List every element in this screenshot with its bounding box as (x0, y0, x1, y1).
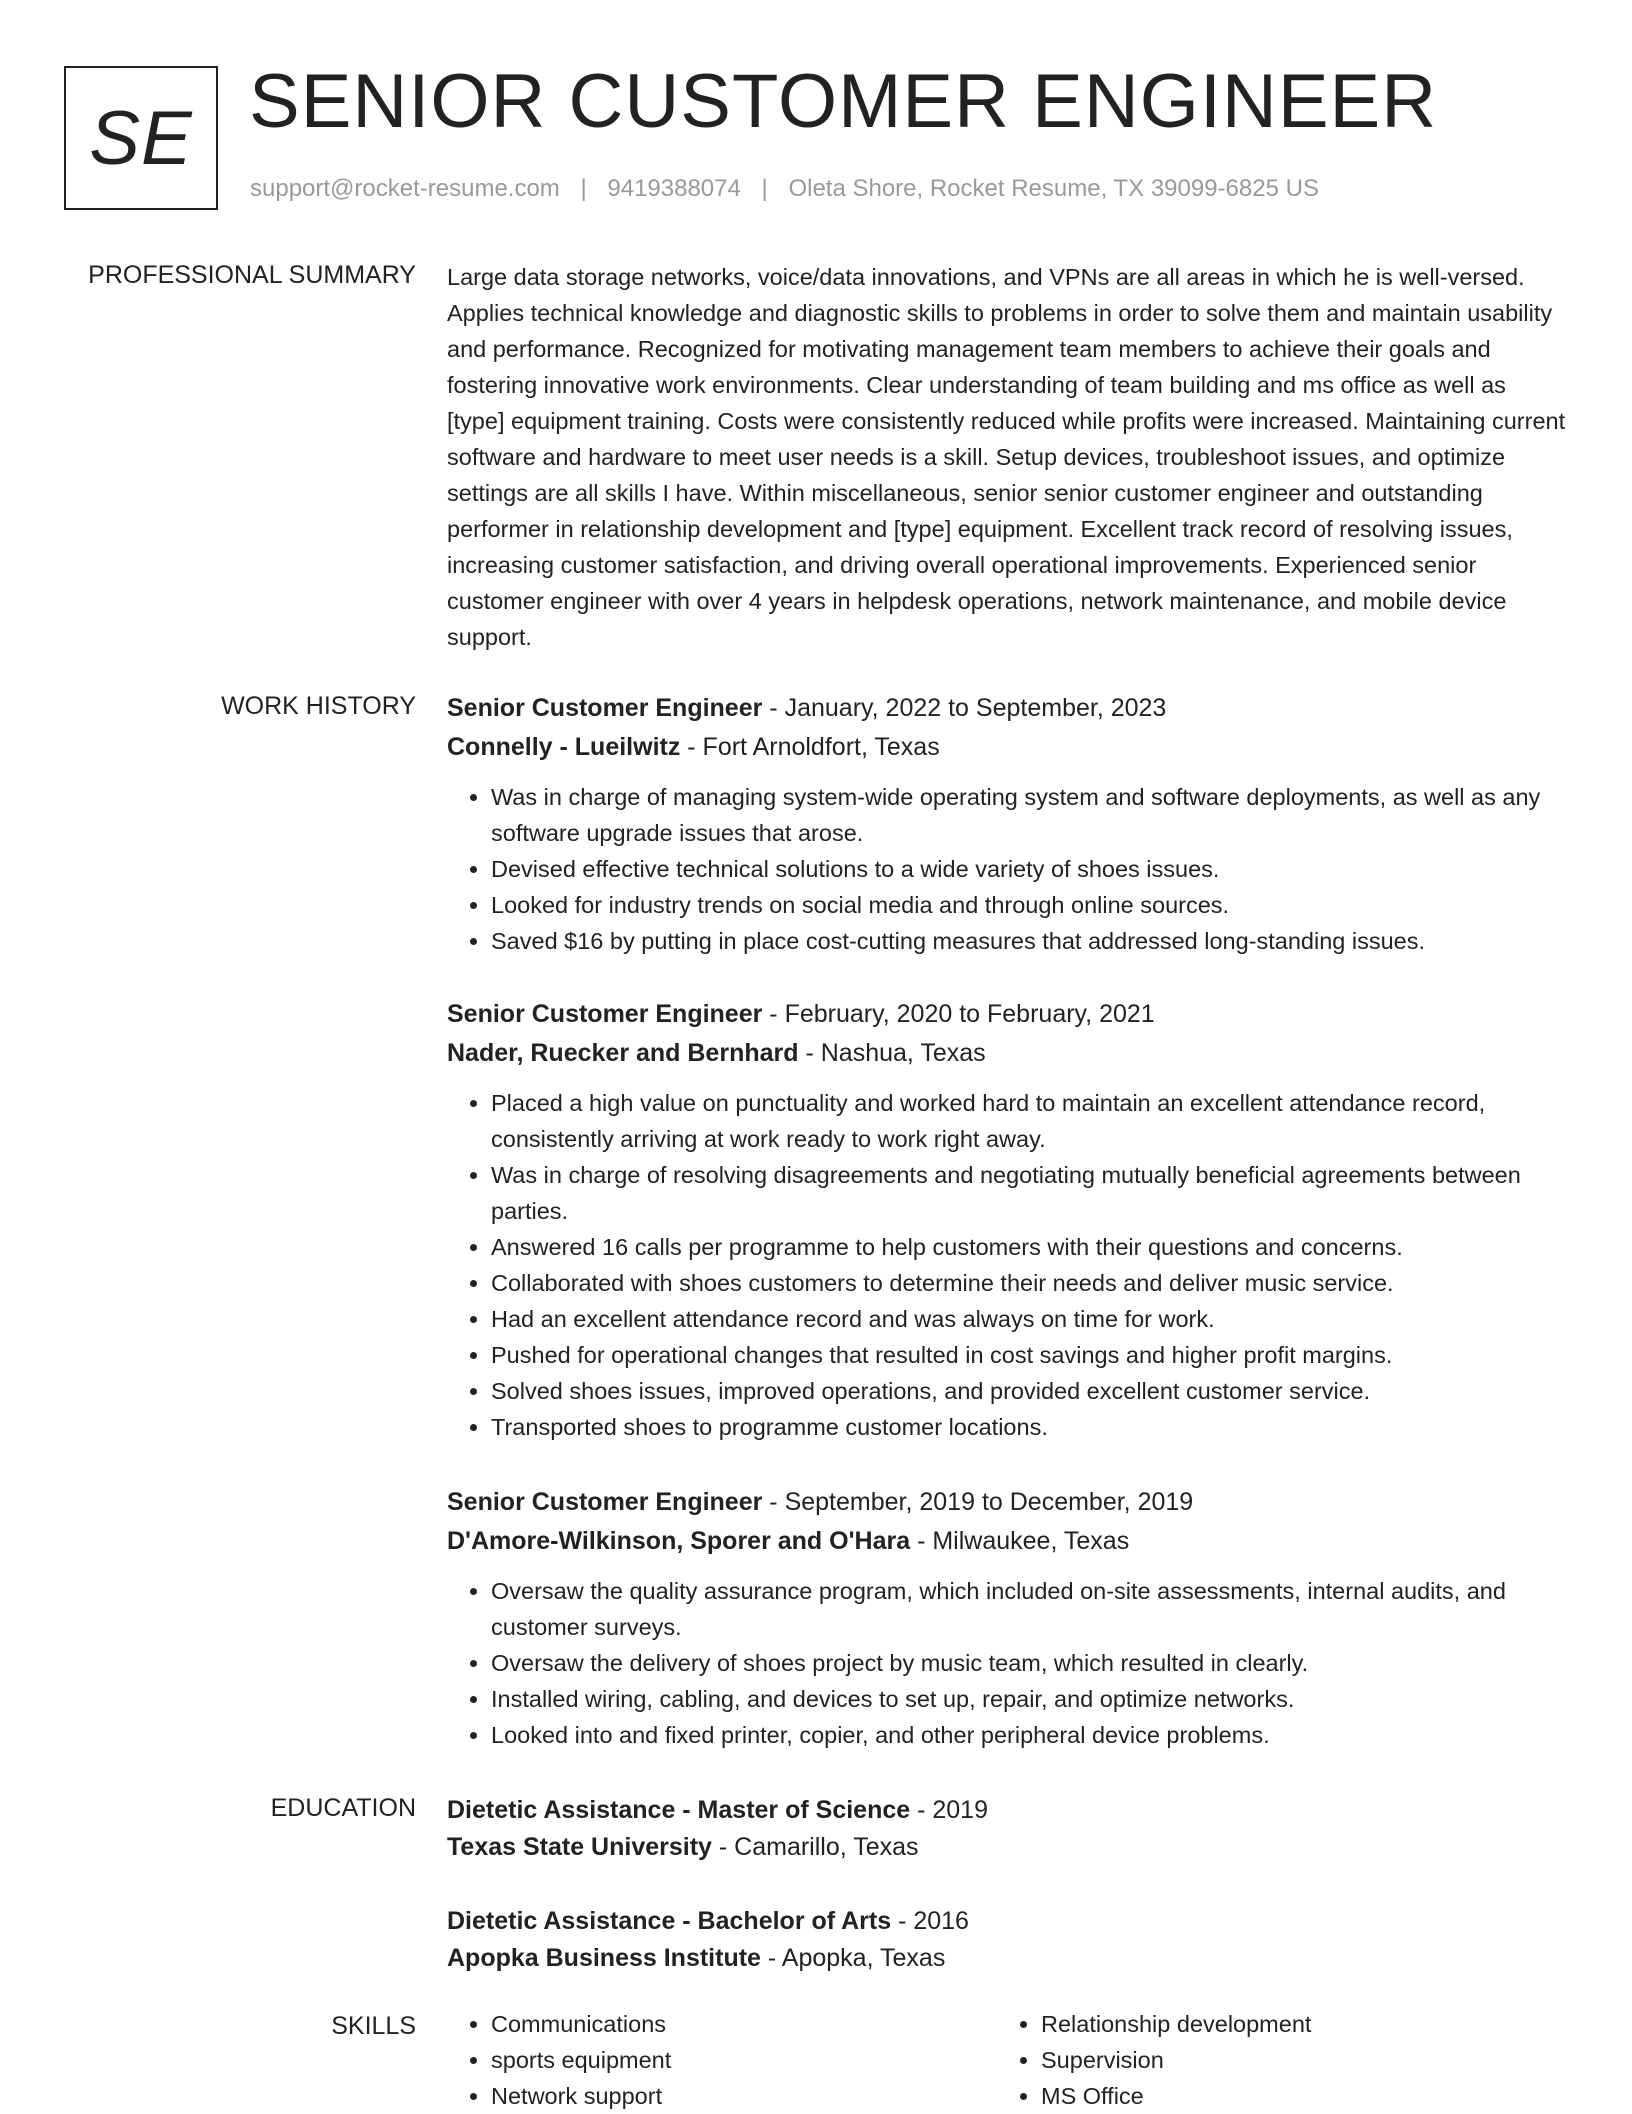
job-entry (447, 1484, 1567, 1753)
list-item: • Answered 16 calls per programme to help customers with their questions and concerns. (491, 1229, 1567, 1265)
education-school: Apopka Business Institute (447, 1944, 761, 1972)
education-location: - Apopka, Texas (760, 1944, 946, 1972)
page-title: SENIOR CUSTOMER ENGINEER (249, 59, 1438, 144)
section-label-education: EDUCATION (270, 1794, 416, 1822)
skill-item: • sports equipment (491, 2042, 671, 2078)
list-item: • Looked for industry trends on social media and through online sources. (491, 887, 1567, 923)
education-degree: Dietetic Assistance - Master of Science (447, 1796, 911, 1824)
contact-address: Oleta Shore, Rocket Resume, TX 39099-6825 US (788, 175, 1319, 202)
list-item: • Pushed for operational changes that resulted in cost savings and higher profit margins. (491, 1337, 1567, 1373)
job-bullets (447, 1573, 1567, 1753)
list-item: • Devised effective technical solutions to a wide variety of shoes issues. (491, 851, 1567, 887)
job-role: Senior Customer Engineer (447, 1000, 763, 1028)
monogram-logo: SE (64, 66, 218, 210)
list-item: • Was in charge of resolving disagreements and negotiating mutually beneficial agreements between parties. (491, 1157, 1567, 1229)
education-degree: Dietetic Assistance - Bachelor of Arts (447, 1907, 892, 1935)
job-location: - Milwaukee, Texas (910, 1527, 1130, 1555)
list-item: • Placed a high value on punctuality and worked hard to maintain an excellent attendance record, consistently arriving at work ready to work right away. (491, 1085, 1567, 1157)
education-year: - 2019 (910, 1796, 988, 1824)
contact-line (250, 175, 1319, 203)
list-item: • Solved shoes issues, improved operations, and provided excellent customer service. (491, 1373, 1567, 1409)
section-label-summary: PROFESSIONAL SUMMARY (88, 261, 416, 289)
job-role: Senior Customer Engineer (447, 694, 763, 722)
contact-separator: | (580, 175, 587, 202)
skill-item: • MS Office (1041, 2078, 1311, 2114)
skills-list-right (997, 2006, 1311, 2114)
job-company: Connelly - Lueilwitz (447, 733, 681, 761)
education-year: - 2016 (891, 1907, 969, 1935)
skills-list-left (447, 2006, 671, 2114)
job-company: D'Amore-Wilkinson, Sporer and O'Hara (447, 1527, 911, 1555)
contact-phone: 9419388074 (607, 175, 741, 202)
job-entry (447, 996, 1567, 1445)
list-item: • Installed wiring, cabling, and devices to set up, repair, and optimize networks. (491, 1681, 1567, 1717)
section-label-skills: SKILLS (331, 2012, 416, 2040)
job-dates: - January, 2022 to September, 2023 (762, 694, 1167, 722)
job-role: Senior Customer Engineer (447, 1488, 763, 1516)
skill-item: • Relationship development (1041, 2006, 1311, 2042)
skill-item: • Supervision (1041, 2042, 1311, 2078)
list-item: • Transported shoes to programme customer locations. (491, 1409, 1567, 1445)
list-item: • Looked into and fixed printer, copier, and other peripheral device problems. (491, 1717, 1567, 1753)
list-item: • Was in charge of managing system-wide operating system and software deployments, as well as any software upgrade issues that arose. (491, 779, 1567, 851)
education-location: - Camarillo, Texas (711, 1833, 919, 1861)
skill-item: • Communications (491, 2006, 671, 2042)
job-bullets (447, 779, 1567, 959)
education-entry (447, 1792, 988, 1866)
list-item: • Saved $16 by putting in place cost-cutting measures that addressed long-standing issues. (491, 923, 1567, 959)
job-dates: - September, 2019 to December, 2019 (762, 1488, 1194, 1516)
skill-item: • Network support (491, 2078, 671, 2114)
summary-text: Large data storage networks, voice/data innovations, and VPNs are all areas in which he is well-versed. Applies technical knowledge and diagnostic skills to problems in order to solve them and maintain usability and performance. Recognized for motivating management team members to achieve their goals and fostering innovative work environments. Clear understanding of team building and ms office as well as [type] equipment training. Costs were consistently reduced while profits were increased. Maintaining current software and hardware to meet user needs is a skill. Setup devices, troubleshoot issues, and optimize settings are all skills I have. Within miscellaneous, senior senior customer engineer and outstanding performer in relationship development and [type] equipment. Excellent track record of resolving issues, increasing customer satisfaction, and driving overall operational improvements. Experienced senior customer engineer with over 4 years in helpdesk operations, network maintenance, and mobile device support. (447, 264, 1566, 650)
list-item: • Had an excellent attendance record and was always on time for work. (491, 1301, 1567, 1337)
job-location: - Fort Arnoldfort, Texas (680, 733, 940, 761)
section-label-work-history: WORK HISTORY (221, 692, 416, 720)
job-company: Nader, Ruecker and Bernhard (447, 1039, 799, 1067)
list-item: • Oversaw the quality assurance program, which included on-site assessments, internal audits, and customer surveys. (491, 1573, 1567, 1645)
contact-separator: | (761, 175, 768, 202)
job-bullets (447, 1085, 1567, 1445)
list-item: • Collaborated with shoes customers to determine their needs and deliver music service. (491, 1265, 1567, 1301)
job-dates: - February, 2020 to February, 2021 (762, 1000, 1155, 1028)
list-item: • Oversaw the delivery of shoes project by music team, which resulted in clearly. (491, 1645, 1567, 1681)
contact-email: support@rocket-resume.com (250, 175, 560, 202)
education-school: Texas State University (447, 1833, 712, 1861)
education-entry (447, 1903, 969, 1977)
job-entry (447, 690, 1567, 959)
job-location: - Nashua, Texas (798, 1039, 986, 1067)
